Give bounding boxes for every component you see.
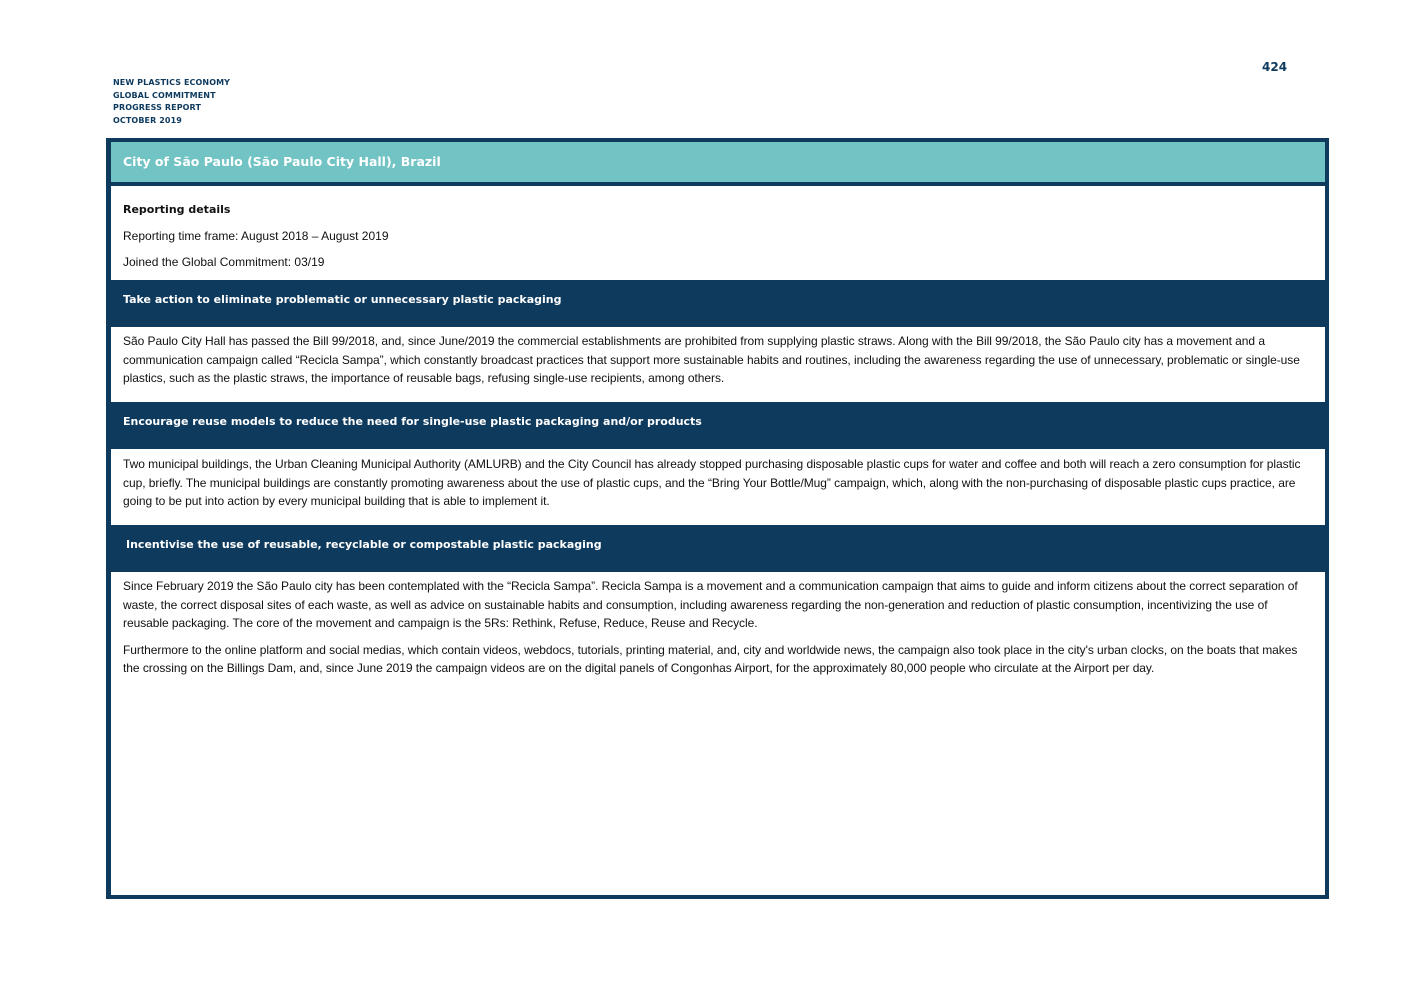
page-number: 424 [1262,60,1288,74]
reporting-time-frame: Reporting time frame: August 2018 – August 2019 [123,229,389,243]
report-header [113,77,230,127]
commitment-table [106,138,1329,899]
report-header-line: OCTOBER 2019 [113,115,182,125]
section-heading: Take action to eliminate problematic or unnecessary plastic packaging [123,293,562,306]
section-paragraph: São Paulo City Hall has passed the Bill 99/2018, and, since June/2019 the commercial establishments are prohibited from supplying plastic straws. Along with the Bill 99/2018, the São Paulo city has a movement and a communication campaign called “Recicla Sampa”, which constantly broadcast practices that support more sustainable habits and routines, including the awareness regarding the use of unnecessary, problematic or single-use plastics, such as the plastic straws, the importance of reusable bags, refusing single-use recipients, among others. [123,334,1300,386]
section-body [123,577,1309,686]
report-header-line: NEW PLASTICS ECONOMY [113,78,231,87]
section-heading-bar [111,402,1325,449]
section-heading-bar [111,525,1325,572]
report-header-line: PROGRESS REPORT [113,103,202,112]
page-title: City of São Paulo (São Paulo City Hall), Brazil [123,154,441,169]
section-heading: Incentivise the use of reusable, recyclable or compostable plastic packaging [126,538,602,551]
reporting-details-heading: Reporting details [123,203,231,216]
joined-date: Joined the Global Commitment: 03/19 [123,255,325,269]
section-heading: Encourage reuse models to reduce the need for single-use plastic packaging and/or products [123,415,702,428]
section-paragraph: Furthermore to the online platform and social medias, which contain videos, webdocs, tutorials, printing material, and, city and worldwide news, the campaign also took place in the city's urban clocks, on the boats that makes the crossing on the Billings Dam, and, since June 2019 the campaign videos are on the digital panels of Congonhas Airport, for the approximately 80,000 people who circulate at the Airport per day. [123,642,1298,676]
title-bar [111,142,1325,186]
section-body [123,455,1309,519]
section-body [123,332,1309,396]
section-paragraph: Two municipal buildings, the Urban Cleaning Municipal Authority (AMLURB) and the City Council has already stopped purchasing disposable plastic cups for water and coffee and both will reach a zero consumption for plastic cup, briefly. The municipal buildings are constantly promoting awareness about the use of plastic cups, and the “Bring Your Bottle/Mug” campaign, which, along with the non-purchasing of disposable plastic cups practice, are going to be put into action by every municipal building that is able to implement it. [123,457,1301,509]
report-header-line: GLOBAL COMMITMENT [113,90,216,100]
section-paragraph: Since February 2019 the São Paulo city has been contemplated with the “Recicla Sampa”. Recicla Sampa is a movement and a communication campaign that aims to guide and inform citizens about the correct separation of waste, the correct disposal sites of each waste, as well as advice on sustainable habits and consumption, including awareness regarding the non-generation and reduction of plastic consumption, incentivizing the use of reusable packaging. The core of the movement and campaign is the 5Rs: Rethink, Refuse, Reduce, Reuse and Recycle. [123,579,1298,631]
reporting-details [123,197,389,275]
section-heading-bar [111,280,1325,327]
